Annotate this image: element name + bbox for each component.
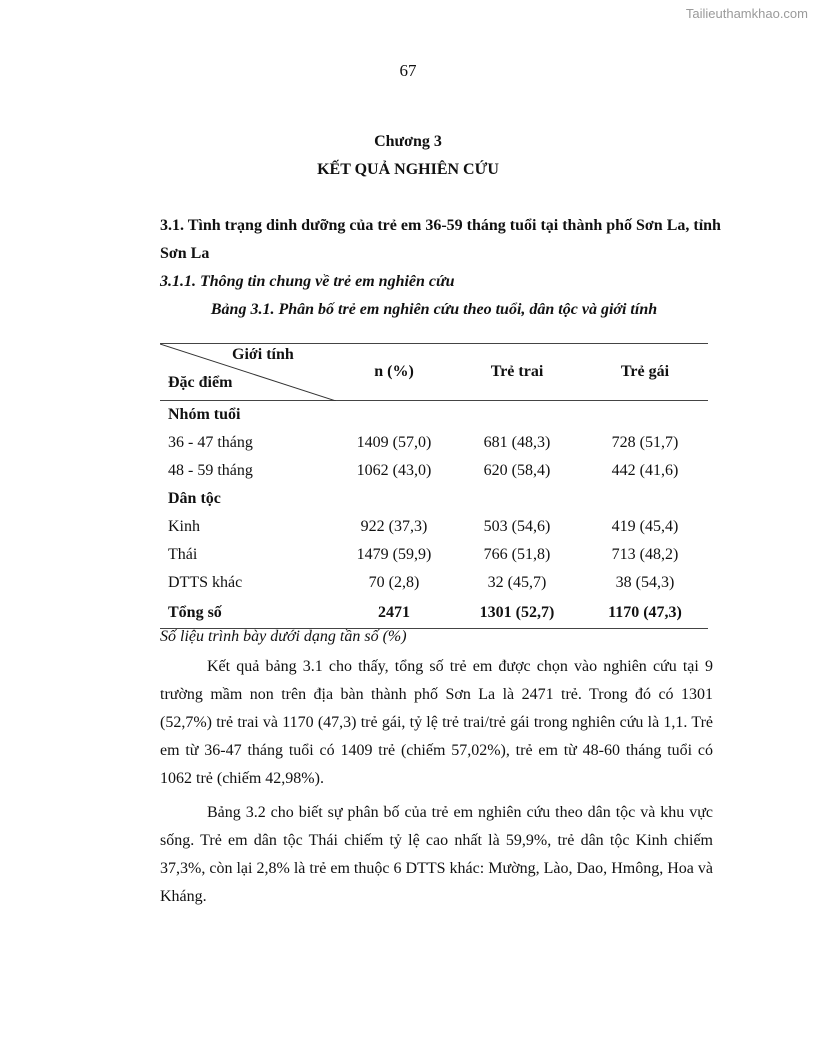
page-number: 67 [399,61,417,80]
section-title: 3.1. Tình trạng dinh dưỡng của trẻ em 36-59 tháng tuổi tại thành phố Sơn La, tỉnh [160,217,721,234]
header-n: n (%) [336,344,452,401]
section-title-cont: Sơn La [160,245,210,262]
group-ethnic-label: Dân tộc [168,490,221,507]
data-table [160,343,708,629]
total-n: 2471 [336,597,452,629]
header-gender: Giới tính [232,346,294,363]
cell-boys: 32 (45,7) [487,574,547,591]
watermark: Tailieuthamkhao.com [685,6,808,21]
cell-girls: 38 (54,3) [615,574,675,591]
cell-girls: 713 (48,2) [611,546,679,563]
row-label: 48 - 59 tháng [168,462,253,479]
table-note: Số liệu trình bày dưới dạng tần số (%) [160,628,407,645]
table-row [160,429,708,457]
total-row [160,597,708,629]
row-label: Thái [168,546,198,563]
group-row [160,485,708,513]
cell-n: 922 (37,3) [360,518,428,535]
table-row [160,569,708,597]
row-label: DTTS khác [168,574,243,591]
group-row [160,401,708,430]
table-caption: Bảng 3.1. Phân bố trẻ em nghiên cứu theo tuổi, dân tộc và giới tính [210,301,658,318]
chapter-title: KẾT QUẢ NGHIÊN CỨU [317,161,499,178]
cell-boys: 766 (51,8) [483,546,551,563]
cell-boys: 503 (54,6) [483,518,551,535]
row-label: 36 - 47 tháng [168,434,253,451]
total-girls: 1170 (47,3) [582,597,708,629]
cell-n: 1409 (57,0) [356,434,432,451]
table-row [160,541,708,569]
paragraph: Kết quả bảng 3.1 cho thấy, tổng số trẻ em được chọn vào nghiên cứu tại 9 trường mầm non trên địa bàn thành phố Sơn La là 2471 trẻ. Trong đó có 1301 (52,7%) trẻ trai và 1170 (47,3) trẻ gái, tỷ lệ trẻ trai/trẻ gái trong nghiên cứu là 1,1. Trẻ em từ 36-47 tháng tuổi có 1409 trẻ (chiếm 57,02%), trẻ em từ 48-60 tháng tuổi có 1062 trẻ (chiếm 42,98%). [160,658,713,787]
total-boys: 1301 (52,7) [452,597,582,629]
chapter-label: Chương 3 [374,133,442,150]
diagonal-header-cell [160,344,336,401]
paragraph: Bảng 3.2 cho biết sự phân bố của trẻ em nghiên cứu theo dân tộc và khu vực sống. Trẻ em dân tộc Thái chiếm tỷ lệ cao nhất là 59,9%, trẻ dân tộc Kinh chiếm 37,3%, còn lại 2,8% là trẻ em thuộc 6 DTTS khác: Mường, Lào, Dao, Hmông, Hoa và Kháng. [160,804,713,905]
total-label: Tổng số [160,597,336,629]
cell-boys: 620 (58,4) [483,462,551,479]
header-girls: Trẻ gái [582,344,708,401]
row-label: Kinh [168,518,200,535]
table-row [160,457,708,485]
cell-girls: 419 (45,4) [611,518,679,535]
header-boys: Trẻ trai [452,344,582,401]
cell-n: 1062 (43,0) [356,462,432,479]
table-header-row [160,344,708,401]
table-row [160,513,708,541]
body-text [160,653,713,911]
cell-boys: 681 (48,3) [483,434,551,451]
cell-girls: 442 (41,6) [611,462,679,479]
subsection-title: 3.1.1. Thông tin chung về trẻ em nghiên cứu [160,273,455,290]
cell-n: 70 (2,8) [368,574,420,591]
cell-girls: 728 (51,7) [611,434,679,451]
cell-n: 1479 (59,9) [356,546,432,563]
header-characteristic: Đặc điểm [168,374,233,391]
group-age-label: Nhóm tuổi [168,406,241,423]
